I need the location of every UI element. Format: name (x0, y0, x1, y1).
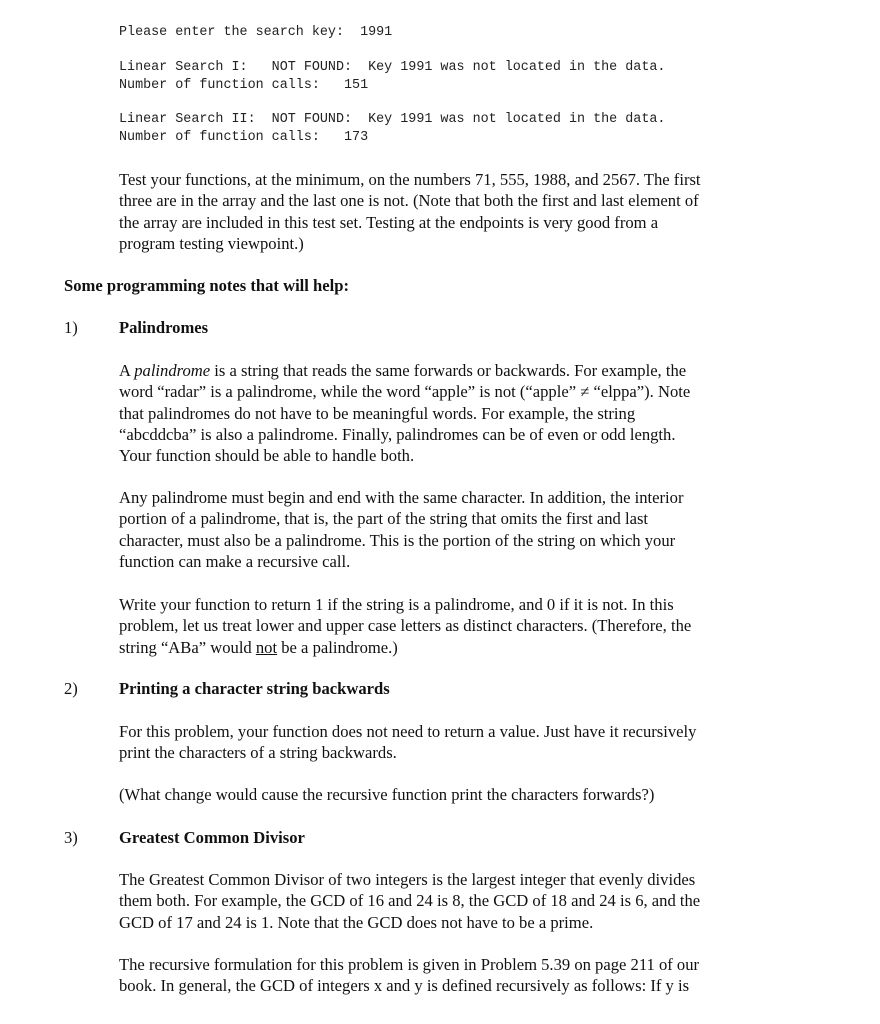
text-span: string “ABa” would (119, 637, 256, 657)
text-line: book. In general, the GCD of integers x and y is defined recursively as follows: If y is (119, 976, 690, 996)
console-linear-search-1-result: Linear Search I: NOT FOUND: Key 1991 was not located in the data. (119, 60, 666, 75)
gcd-definition-paragraph (119, 869, 784, 933)
text-line: word “radar” is a palindrome, while the word “apple” is not (“apple” ≠ “elppa”). Note (119, 382, 691, 402)
text-line: print the characters of a string backwards. (119, 743, 397, 763)
palindrome-return-paragraph (119, 594, 784, 658)
text-span: A (119, 361, 135, 380)
console-linear-search-2-calls: Number of function calls: 173 (119, 130, 369, 145)
text-line: The recursive formulation for this problem is given in Problem 5.39 on page 211 of our (119, 955, 700, 974)
print-forwards-question (119, 784, 784, 805)
text-line: portion of a palindrome, that is, the part of the string that omits the first and last (119, 509, 649, 529)
palindrome-recursion-paragraph (119, 487, 784, 572)
text-line: problem, let us treat lower and upper case letters as distinct characters. (Therefore, the (119, 616, 692, 636)
text-line: GCD of 17 and 24 is 1. Note that the GCD does not have to be a prime. (119, 912, 594, 932)
text-line (119, 637, 784, 658)
text-line: For this problem, your function does not need to return a value. Just have it recursively (119, 722, 697, 741)
palindrome-definition-paragraph (119, 360, 784, 466)
text-line: Test your functions, at the minimum, on the numbers 71, 555, 1988, and 2567. The first (119, 170, 701, 189)
text-line: that palindromes do not have to be meaningful words. For example, the string (119, 403, 636, 423)
test-paragraph (119, 169, 784, 254)
print-backwards-paragraph (119, 721, 784, 764)
text-span: is a string that reads the same forwards or backwards. For example, the (210, 361, 687, 380)
text-line: The Greatest Common Divisor of two integers is the largest integer that evenly divides (119, 870, 696, 889)
text-line: Write your function to return 1 if the string is a palindrome, and 0 if it is not. In this (119, 595, 674, 614)
text-line: the array are included in this test set. Testing at the endpoints is very good from a (119, 212, 659, 232)
text-line: Your function should be able to handle both. (119, 446, 415, 466)
section-3-title: Greatest Common Divisor (119, 828, 305, 847)
text-line: them both. For example, the GCD of 16 and 24 is 8, the GCD of 18 and 24 is 6, and the (119, 891, 701, 911)
text-line: (What change would cause the recursive function print the characters forwards?) (119, 785, 655, 804)
text-line: “abcddcba” is also a palindrome. Finally, palindromes can be of even or odd length. (119, 424, 676, 444)
section-2-number: 2) (64, 679, 78, 698)
text-line (119, 360, 784, 381)
console-linear-search-1-calls: Number of function calls: 151 (119, 78, 369, 93)
section-2-title: Printing a character string backwards (119, 679, 390, 698)
text-line: character, must also be a palindrome. This is the portion of the string on which your (119, 530, 676, 550)
text-span: be a palindrome.) (277, 637, 398, 657)
text-line: function can make a recursive call. (119, 551, 351, 571)
section-3-number: 3) (64, 828, 78, 847)
console-linear-search-2-result: Linear Search II: NOT FOUND: Key 1991 was not located in the data. (119, 112, 666, 127)
notes-heading: Some programming notes that will help: (64, 276, 350, 295)
underlined-not: not (255, 637, 278, 657)
console-prompt-line: Please enter the search key: 1991 (119, 25, 393, 40)
section-1-title: Palindromes (119, 318, 209, 337)
text-line: Any palindrome must begin and end with the same character. In addition, the interior (119, 488, 684, 507)
text-line: program testing viewpoint.) (119, 233, 304, 253)
text-line: three are in the array and the last one is not. (Note that both the first and last element of (119, 191, 699, 211)
gcd-recursive-paragraph (119, 954, 784, 997)
palindrome-term: palindrome (134, 361, 211, 380)
section-1-number: 1) (64, 318, 78, 337)
